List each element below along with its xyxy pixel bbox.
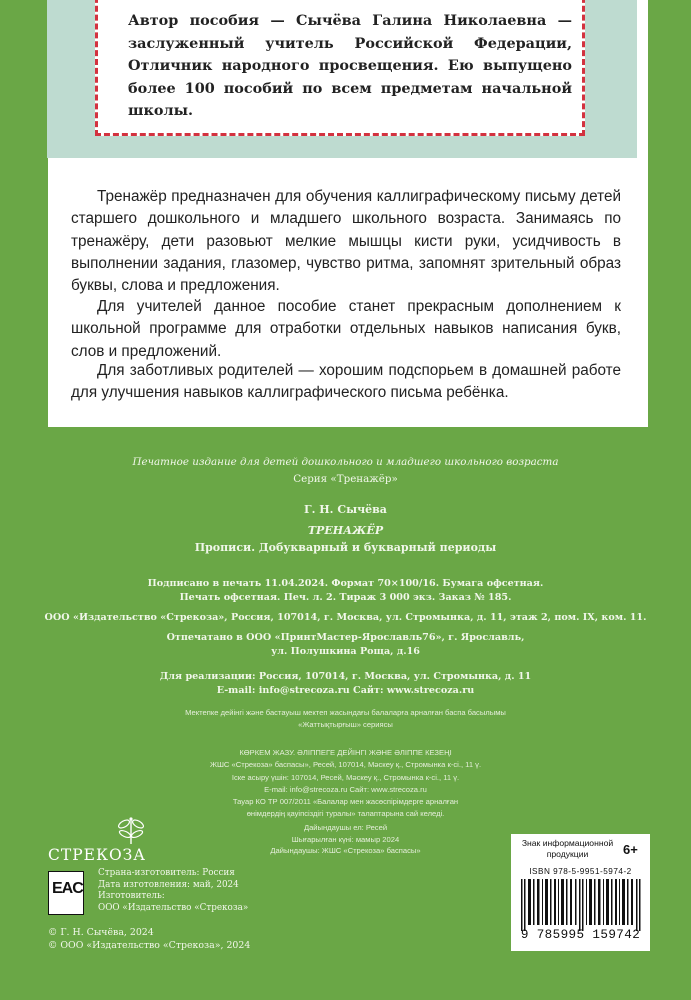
kazakh-line: «Жаттықтырғыш» сериясы <box>298 719 393 729</box>
book-title: ТРЕНАЖЁР <box>307 524 384 537</box>
sales-address: Для реализации: Россия, 107014, г. Москва, ул. Стромынка, д. 11 <box>159 671 532 682</box>
kazakh-block-1 <box>0 707 691 730</box>
info-product-label: Знак информационной продукции <box>521 838 614 859</box>
maker-name: ООО «Издательство «Стрекоза» <box>98 902 249 913</box>
author-notice-box <box>95 0 585 136</box>
kazakh-line: КӨРКЕМ ЖАЗУ. ӘЛІППЕГЕ ДЕЙІНГІ ЖӘНЕ ӘЛІППЕ КЕЗЕҢІ <box>239 748 452 757</box>
kazakh-line: E-mail: info@strecoza.ru Сайт: www.strecoza.ru <box>264 784 427 794</box>
copyright-publisher: © ООО «Издательство «Стрекоза», 2024 <box>48 940 251 952</box>
date-line: Дата изготовления: май, 2024 <box>98 879 239 890</box>
barcode-number: 9 785995 159742 <box>520 928 641 942</box>
manufacturer-info <box>98 868 248 914</box>
description-paragraph-2: Для учителей данное пособие станет прекрасным дополнением к школьной программе для отработки отдельных навыков написания букв, слов и предложений. <box>71 298 621 360</box>
age-rating: 6+ <box>623 842 638 857</box>
country-line: Страна-изготовитель: Россия <box>98 868 235 878</box>
copyright-block <box>48 926 250 953</box>
sales-info <box>0 670 691 698</box>
contacts-line: E-mail: info@strecoza.ru Сайт: www.strecoza.ru <box>216 685 475 696</box>
publisher-address: ООО «Издательство «Стрекоза», Россия, 107014, г. Москва, ул. Стромынка, д. 11, этаж 2, пом. IX, ком. 11. <box>44 612 647 623</box>
print-line: Печать офсетная. Печ. л. 2. Тираж 3 000 экз. Заказ № 185. <box>179 592 512 603</box>
kazakh-line: ЖШС «Стрекоза» баспасы», Ресей, 107014, Мәскеу қ., Стромынка к-сі., 11 ү. <box>209 759 482 769</box>
maker-label: Изготовитель: <box>98 891 165 901</box>
print-details <box>0 577 691 605</box>
kazakh-block-2 <box>0 747 691 770</box>
kazakh-line: Мектепке дейінгі және бастауыш мектеп жасындағы балаларға арналған баспа басылымы <box>185 708 506 717</box>
kazakh-line: Дайындаушы ел: Ресей <box>303 823 388 832</box>
kazakh-line: өнімдердің қауіпсіздігі туралы» талаптарына сай келеді. <box>246 808 445 818</box>
book-subtitle: Прописи. Добукварный и букварный периоды <box>194 541 497 554</box>
eac-mark <box>48 871 84 915</box>
kazakh-line: Іске асыру үшін: 107014, Ресей, Мәскеу қ., Стромынка к-сі., 11 ү. <box>231 773 460 782</box>
publisher-logo-text: СТРЕКОЗА <box>48 846 147 864</box>
author-notice-text: Автор пособия — Сычёва Галина Николаевна — заслуженный учитель Российской Федерации, Отличник народного просвещения. Ею выпущено более 100 пособий по всем предметам начальной школы. <box>128 12 572 119</box>
author-notice-background <box>47 0 637 158</box>
description-paragraph-3: Для заботливых родителей — хорошим подспорьем в домашней работе для улучшения навыков каллиграфического письма ребёнка. <box>71 362 621 402</box>
barcode-icon <box>519 879 643 931</box>
printer-address: ул. Полушкина Роща, д.16 <box>271 646 420 657</box>
book-author: Г. Н. Сычёва <box>304 503 387 516</box>
kazakh-line: Дайындаушы: ЖШС «Стрекоза» баспасы» <box>270 846 421 856</box>
isbn-number: ISBN 978-5-9951-5974-2 <box>529 867 632 876</box>
printer-info <box>0 631 691 659</box>
kazakh-line: Тауар КО ТР 007/2011 «Балалар мен жасөспірімдерге арналған <box>232 797 459 806</box>
eac-letters: EAC <box>52 880 83 897</box>
printer-name: Отпечатано в ООО «ПринтМастер-Ярославль76», г. Ярославль, <box>166 632 525 643</box>
copyright-author: © Г. Н. Сычёва, 2024 <box>48 927 154 938</box>
kazakh-line: Шығарылған күні: мамыр 2024 <box>291 834 400 844</box>
signed-line: Подписано в печать 11.04.2024. Формат 70×100/16. Бумага офсетная. <box>147 578 544 589</box>
isbn-sticker <box>511 834 650 951</box>
kazakh-block-3 <box>0 772 691 795</box>
audience-note: Печатное издание для детей дошкольного и младшего школьного возраста <box>132 456 559 468</box>
description-paragraph-1: Тренажёр предназначен для обучения каллиграфическому письму детей старшего дошкольного и младшего школьного возраста. Занимаясь по тренажёру, дети разовьют мелкие мышцы кисти руки, усидчивость в выполнении задания, глазомер, чувство ритма, запомнят зрительный образ буквы, слова и предложения. <box>71 188 621 295</box>
series-name: Серия «Тренажёр» <box>293 473 398 485</box>
